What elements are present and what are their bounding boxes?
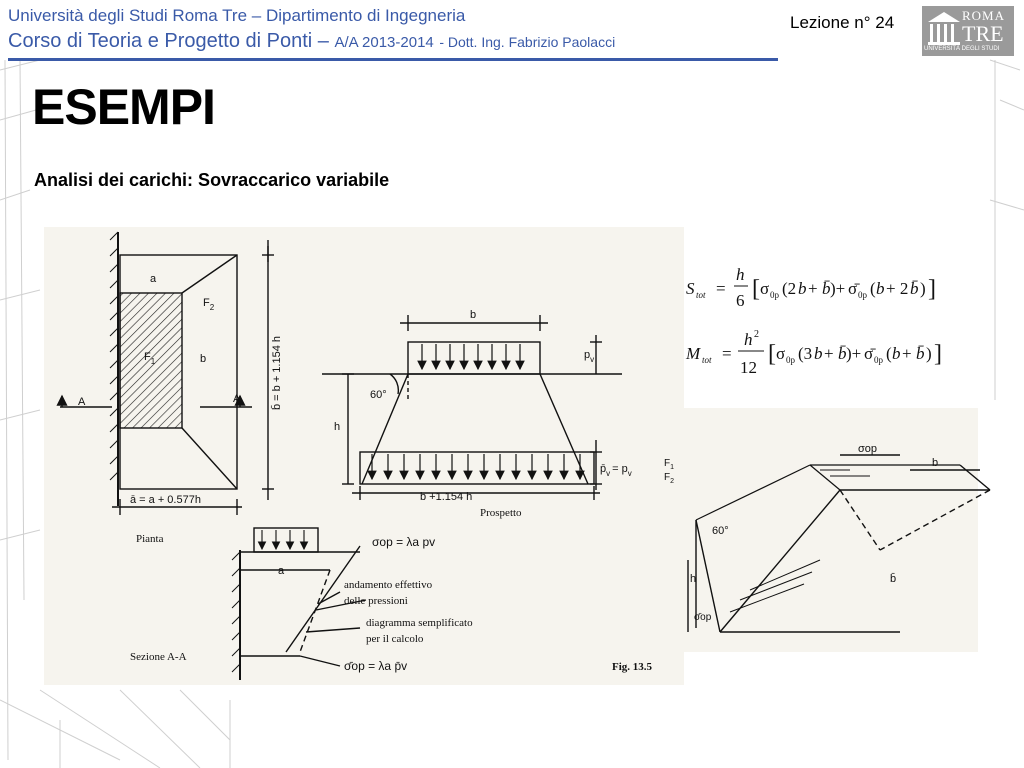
andamento-line1: andamento effettivo	[344, 579, 433, 591]
svg-text:h: h	[744, 330, 753, 349]
diagramma-line1: diagramma semplificato	[366, 617, 473, 629]
svg-text:+: +	[808, 279, 818, 298]
sigma-top-label: σop = λa pv	[372, 535, 436, 549]
svg-text:σ̄: σ̄	[864, 344, 874, 363]
horizontal-dimension-label: ā = a + 0.577h	[130, 494, 201, 506]
svg-text:0p: 0p	[770, 290, 779, 300]
prospetto-caption: Prospetto	[480, 507, 522, 519]
svg-text:): )	[926, 344, 932, 363]
lesson-label: Lezione n°	[790, 13, 871, 32]
angle-label: 60°	[370, 389, 387, 401]
prospetto-h-label: h	[334, 421, 341, 433]
svg-text:tot: tot	[696, 290, 706, 300]
pv-bar-label: $p̄_v = p_v$	[600, 463, 632, 478]
svg-text:0p: 0p	[874, 355, 883, 365]
prospetto-b-label: b	[470, 309, 477, 321]
svg-text:=: =	[722, 344, 732, 363]
logo-line1: ROMA	[962, 8, 1006, 23]
svg-text:+: +	[902, 344, 912, 363]
svg-text:b: b	[876, 279, 885, 298]
svg-text:0p: 0p	[858, 290, 867, 300]
svg-text:b̄: b̄	[822, 279, 831, 298]
andamento-line2: delle pressioni	[344, 595, 408, 607]
svg-text:0p: 0p	[786, 355, 795, 365]
formula-s-tot	[684, 262, 974, 319]
svg-text:[: [	[752, 276, 760, 302]
svg-text:σ: σ	[760, 279, 770, 298]
iso-h-label: h	[690, 573, 697, 585]
formula-m-tot	[684, 325, 974, 386]
logo-line2: TRE	[962, 21, 1004, 46]
svg-text:)+: )+	[830, 279, 846, 298]
svg-text:(: (	[886, 344, 892, 363]
sigma-bottom-label: σ̄op = λa p̄v	[344, 659, 408, 673]
plan-f1-label: $F_1$	[144, 351, 156, 366]
svg-text:h: h	[736, 265, 745, 284]
svg-text:12: 12	[740, 358, 757, 377]
svg-text:)+: )+	[846, 344, 862, 363]
prospetto-bottom-label: b +1.154 h	[420, 491, 473, 503]
diagramma-line2: per il calcolo	[366, 633, 424, 645]
logo-line3: UNIVERSITÀ DEGLI STUDI	[924, 46, 1000, 52]
section-caption: Sezione A-A	[130, 651, 187, 663]
section-arrow-right-label: A	[233, 393, 241, 405]
svg-text:]: ]	[928, 276, 936, 302]
course-name: Corso di Teoria e Progetto di Ponti –	[8, 30, 329, 52]
svg-text:S: S	[686, 279, 695, 298]
teacher-name: - Dott. Ing. Fabrizio Paolacci	[439, 34, 616, 50]
plan-f2-label: $F_2$	[203, 297, 215, 312]
m-tot-formula-graphic	[684, 325, 974, 381]
section-arrow-left-label: A	[78, 396, 86, 408]
iso-sigma-label: σop	[858, 443, 878, 455]
vertical-dimension-label: b̄ = b + 1.154 h	[271, 335, 283, 410]
svg-text:b̄: b̄	[910, 279, 919, 298]
svg-text:M: M	[686, 344, 701, 363]
s-tot-formula-graphic	[684, 262, 974, 314]
svg-text:(3: (3	[798, 344, 813, 363]
pv-label: $p_v$	[584, 349, 595, 364]
svg-text:(2: (2	[782, 279, 797, 298]
svg-text:b̄: b̄	[916, 344, 925, 363]
svg-text:[: [	[768, 341, 776, 367]
svg-text:+: +	[824, 344, 834, 363]
plan-a-label: a	[150, 273, 157, 285]
lesson-number: 24	[875, 13, 895, 32]
svg-text:b: b	[814, 344, 823, 363]
academic-year: A/A 2013-2014	[334, 34, 434, 51]
svg-text:=: =	[716, 279, 726, 298]
svg-text:6: 6	[736, 291, 745, 310]
svg-text:b: b	[892, 344, 901, 363]
svg-text:]: ]	[934, 341, 942, 367]
svg-text:+ 2: + 2	[886, 279, 909, 298]
plan-b-label: b	[200, 353, 207, 365]
plan-caption: Pianta	[136, 533, 164, 545]
ratio-f1-label: $F_1$	[664, 458, 675, 471]
slide-title: ESEMPI	[32, 79, 215, 135]
section-a-label: a	[278, 565, 285, 577]
iso-b-label: b	[932, 457, 939, 469]
slide-subtitle: Analisi dei carichi: Sovraccarico variabile	[34, 170, 390, 190]
iso-sigma-bar-label: σ̄op	[694, 612, 712, 623]
svg-text:σ̄: σ̄	[848, 279, 858, 298]
iso-angle-label: 60°	[712, 525, 729, 537]
svg-text:b̄: b̄	[838, 344, 847, 363]
svg-text:2: 2	[754, 329, 759, 340]
figure-number: Fig. 13.5	[612, 661, 653, 673]
iso-bbar-label: b̄	[890, 573, 897, 585]
svg-text:b: b	[798, 279, 807, 298]
svg-text:σ: σ	[776, 344, 786, 363]
ratio-f2-label: $F_2$	[664, 472, 675, 485]
svg-text:(: (	[870, 279, 876, 298]
svg-text:tot: tot	[702, 355, 712, 365]
svg-text:): )	[920, 279, 926, 298]
university-line: Università degli Studi Roma Tre – Dipartimento di Ingegneria	[8, 6, 466, 25]
